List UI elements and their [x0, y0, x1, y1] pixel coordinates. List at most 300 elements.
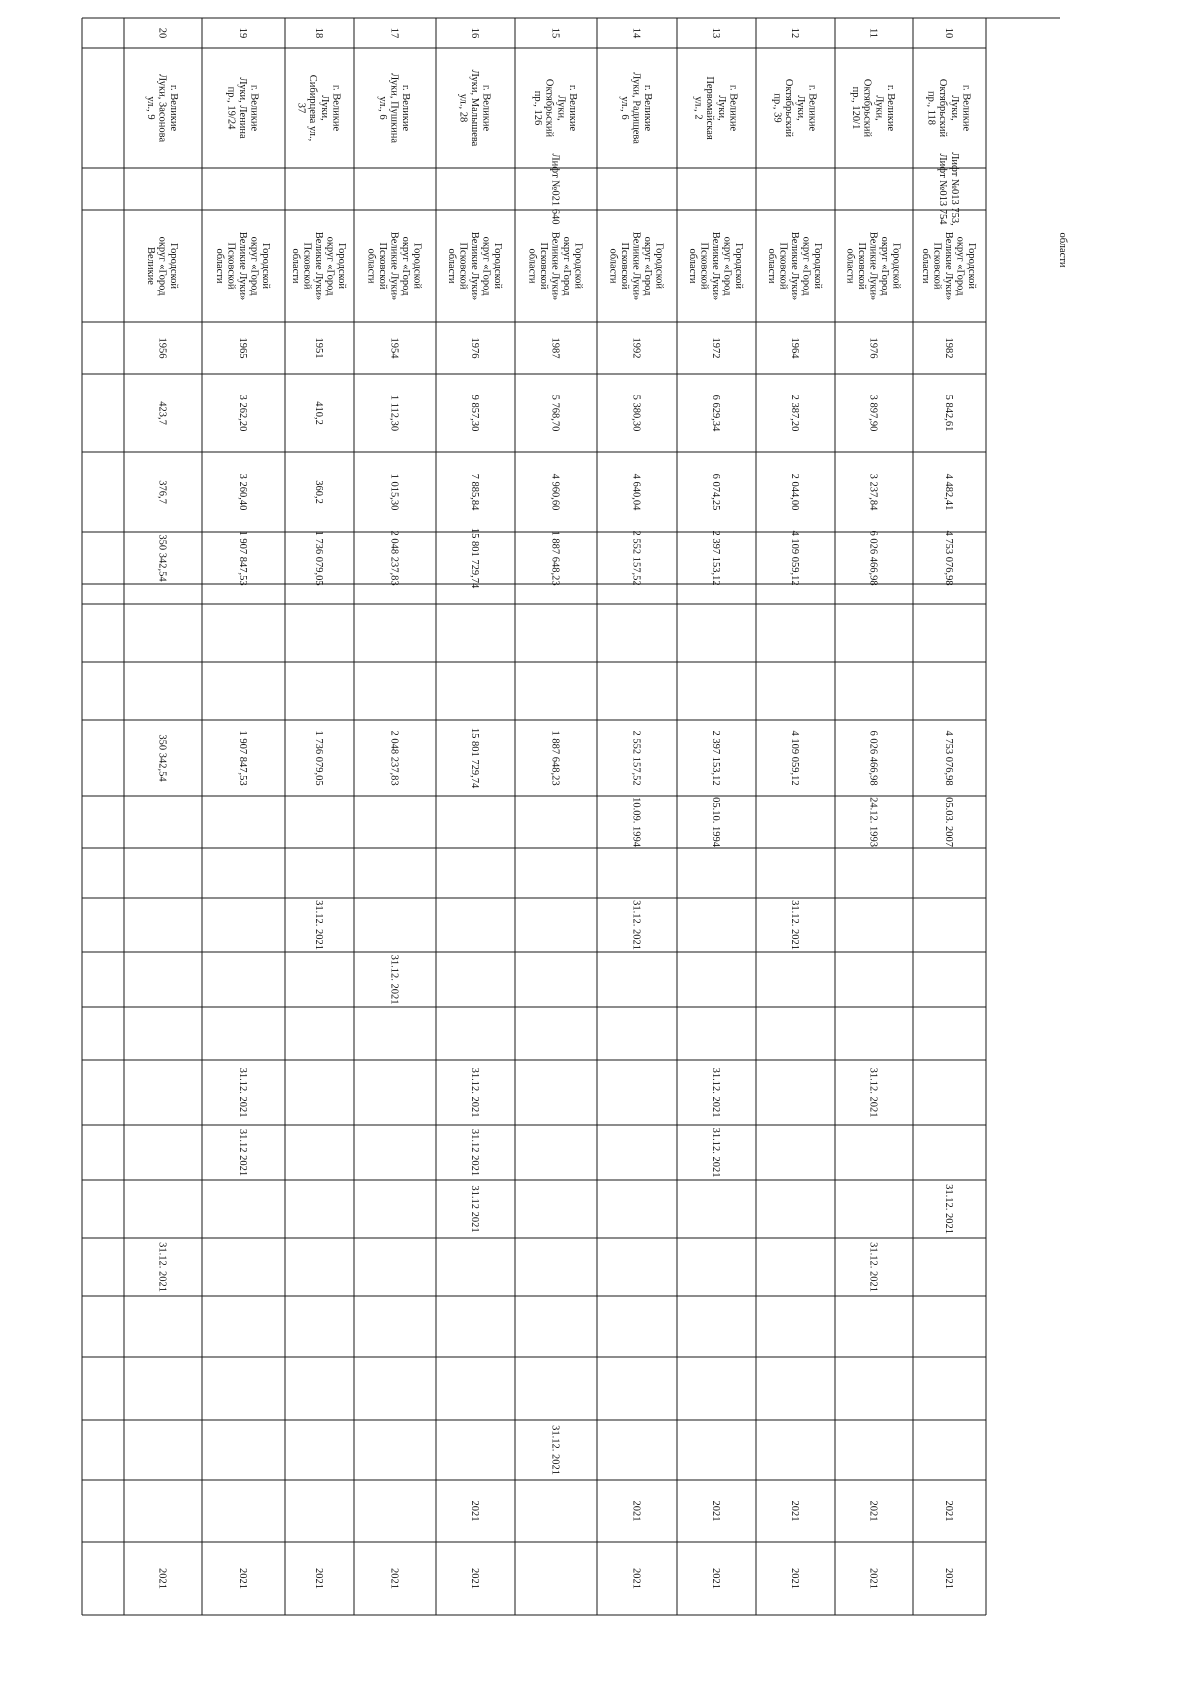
- row-10-area_total-text: [943, 395, 954, 432]
- row-18-cost-text: [313, 530, 324, 585]
- row-14-cost2-text: [631, 730, 642, 785]
- row-11-cost2-line-0: 6 026 466,98: [867, 730, 879, 786]
- row-11-owner: [845, 232, 902, 301]
- row-11-num-line-0: 11: [867, 27, 879, 39]
- row-18-cost-line-0: 1 736 079,05: [313, 530, 324, 586]
- row-18-year-line-0: 1951: [313, 337, 324, 359]
- row-18-d14-text: [313, 1568, 324, 1589]
- row-20-year: [157, 338, 168, 359]
- row-20-area_living: [157, 480, 168, 504]
- row-16-address-line-1: Луки, Малышева: [469, 69, 480, 147]
- row-11-d14-text: [868, 1568, 879, 1589]
- row-10-lift: [937, 152, 960, 226]
- row-20-owner-line-1: округ «Город: [156, 236, 168, 296]
- row-14-owner-line-0: Городской: [653, 242, 665, 290]
- row-15-d12: [550, 1425, 561, 1475]
- row-13-address-line-2: Первомайская: [704, 76, 716, 140]
- row-19-owner-line-1: округ «Город: [248, 236, 260, 296]
- row-13-year-line-0: 1972: [710, 337, 721, 359]
- row-16-cost-text: [469, 528, 480, 589]
- row-15-cost-line-0: 1 887 648,23: [549, 530, 561, 586]
- row-13-d14-line-0: 2021: [710, 1568, 721, 1589]
- row-11-area_total-line-0: 3 897,90: [867, 394, 879, 432]
- row-11-d13-text: [868, 1501, 879, 1522]
- row-10-d1-line-0: 05.03. 2007: [943, 797, 954, 847]
- row-17-cost2-line-0: 2 048 237,83: [388, 730, 400, 786]
- row-12-area_total-line-0: 2 387,20: [789, 394, 800, 432]
- row-17-cost-text: [389, 530, 400, 585]
- row-14-area_living-line-0: 4 640,04: [630, 473, 642, 511]
- row-16-owner-line-2: Великие Луки»: [469, 231, 480, 301]
- row-13-num: [710, 28, 721, 39]
- row-14-d3-line-0: 31.12. 2021: [630, 900, 642, 950]
- row-12-owner-line-4: области: [766, 248, 777, 284]
- row-13-d6: [710, 1068, 721, 1118]
- row-19-address-line-0: г. Великие: [248, 84, 260, 132]
- row-16-d13-line-0: 2021: [469, 1500, 480, 1522]
- row-13-d1-text: [710, 797, 721, 848]
- row-19-area_living-text: [237, 474, 248, 511]
- row-16-cost-line-0: 15 801 729,74: [469, 527, 480, 589]
- row-18-address-line-2: Сибирцева ул.,: [307, 74, 319, 142]
- row-13-address-text: [693, 76, 739, 140]
- row-12-num: [789, 28, 800, 39]
- row-10-area_total: [943, 395, 954, 432]
- row-10-owner: [920, 232, 977, 301]
- row-19-owner-line-3: Псковской: [225, 242, 237, 290]
- row-12-d13-line-0: 2021: [789, 1500, 800, 1522]
- row-13-num-text: [710, 28, 721, 39]
- row-12-address-line-0: г. Великие: [806, 84, 818, 132]
- row-13-area_total-text: [710, 395, 721, 433]
- row-13-address-line-3: ул., 2: [692, 96, 704, 120]
- row-11-d13: [868, 1501, 879, 1522]
- row-19-address: [226, 77, 260, 139]
- row-11-address-text: [850, 79, 896, 138]
- row-13-address-line-0: г. Великие: [727, 84, 739, 132]
- row-17-num-text: [389, 28, 400, 39]
- row-16-d14-line-0: 2021: [469, 1568, 480, 1589]
- row-16-d7: [469, 1129, 480, 1176]
- row-12-d13: [789, 1501, 800, 1522]
- row-19-cost2-line-0: 1 907 847,53: [237, 730, 248, 786]
- row-19-area_total-text: [237, 395, 248, 432]
- row-20-owner: [145, 237, 179, 296]
- row-10-lift-text: [937, 152, 960, 226]
- row-19-area_total-line-0: 3 262,20: [237, 394, 248, 432]
- row-11-d14: [868, 1568, 879, 1589]
- row-13-d6-line-0: 31.12. 2021: [710, 1067, 721, 1118]
- row-20-area_total-text: [157, 401, 168, 425]
- row-13-cost: [710, 530, 721, 585]
- row-11-address-line-0: г. Великие: [884, 84, 896, 132]
- row-17-area_living-text: [389, 474, 400, 511]
- row-18-address: [296, 75, 342, 142]
- row-10-address-line-3: пр., 118: [925, 90, 937, 126]
- row-12-owner-line-2: Великие Луки»: [789, 231, 800, 301]
- row-11-cost-line-0: 6 026 466,98: [867, 530, 879, 586]
- row-14-d1-line-0: 10.09. 1994: [630, 797, 642, 847]
- row-20-address-line-1: Луки, Засонова: [156, 73, 168, 143]
- row-20-area_living-line-0: 376,7: [156, 480, 168, 504]
- row-13-address-line-1: Луки,: [715, 95, 727, 121]
- row-14-d3: [631, 900, 642, 950]
- row-15-area_living-text: [550, 474, 561, 511]
- row-12-d14-line-0: 2021: [789, 1568, 800, 1589]
- row-19-cost-text: [237, 530, 248, 585]
- row-15-owner-line-2: Великие Луки»: [549, 231, 561, 301]
- row-15-lift-line-0: Лифт №021 640: [549, 153, 561, 225]
- row-15-cost-text: [550, 530, 561, 585]
- row-14-address-line-0: г. Великие: [642, 84, 653, 132]
- row-14-owner-line-4: области: [607, 248, 619, 284]
- row-11-num-text: [868, 28, 879, 38]
- row-10-cost2: [943, 730, 954, 785]
- row-13-owner-line-0: Городской: [733, 242, 744, 290]
- row-17-owner: [366, 232, 423, 301]
- row-16-num: [469, 28, 480, 39]
- row-17-owner-line-0: Городской: [411, 242, 423, 290]
- row-10-lift-line-0: Лифт №013 753,: [948, 152, 960, 226]
- row-13-d13: [710, 1501, 721, 1522]
- row-20-area_living-text: [157, 480, 168, 504]
- row-14-d13: [631, 1501, 642, 1522]
- row-10-cost-text: [943, 530, 954, 585]
- row-19-d14-line-0: 2021: [237, 1568, 248, 1589]
- row-11-d14-line-0: 2021: [867, 1568, 879, 1589]
- row-15-address-line-1: Луки,: [555, 95, 567, 121]
- row-17-cost-line-0: 2 048 237,83: [388, 530, 400, 586]
- row-20-cost-line-0: 350 342,54: [156, 534, 168, 582]
- row-10-owner-line-0: Городской: [966, 242, 977, 290]
- row-18-owner-line-2: Великие Луки»: [313, 231, 324, 301]
- row-12-area_living-line-0: 2 044,00: [789, 473, 800, 511]
- row-16-address-text: [458, 70, 492, 147]
- row-18-d3-line-0: 31.12. 2021: [313, 900, 324, 950]
- row-16-owner-line-0: Городской: [492, 242, 503, 290]
- row-12-owner: [766, 232, 823, 301]
- header-column: [1057, 232, 1068, 267]
- row-17-year: [389, 338, 400, 360]
- row-10-address-text: [926, 79, 972, 138]
- row-20-cost2-line-0: 350 342,54: [156, 734, 168, 782]
- row-17-area_total-line-0: 1 112,30: [388, 394, 400, 432]
- row-13-num-line-0: 13: [710, 27, 721, 39]
- row-18-num: [313, 28, 324, 39]
- row-16-d6: [469, 1068, 480, 1118]
- row-13-owner-line-4: области: [687, 248, 698, 284]
- row-12-address-line-2: Октябрьский: [783, 78, 795, 138]
- row-11-cost2-text: [868, 730, 879, 785]
- row-16-d7-text: [469, 1129, 480, 1176]
- row-18-cost: [313, 530, 324, 585]
- row-10-cost2-text: [943, 730, 954, 785]
- row-15-owner-line-0: Городской: [572, 242, 584, 290]
- row-19-area_living: [237, 474, 248, 511]
- row-12-address-line-3: пр., 39: [771, 93, 783, 123]
- row-16-owner-line-3: Псковской: [457, 242, 469, 290]
- row-10-cost-line-0: 4 753 076,98: [943, 530, 954, 586]
- row-19-d14-text: [237, 1568, 248, 1589]
- row-14-cost2: [631, 730, 642, 785]
- row-15-year: [550, 338, 561, 359]
- row-14-owner-line-2: Великие Луки»: [630, 231, 642, 301]
- row-16-area_living: [469, 474, 480, 512]
- row-16-year-text: [469, 338, 480, 359]
- row-19-num-line-0: 19: [237, 27, 248, 39]
- row-14-d14-text: [631, 1568, 642, 1589]
- row-17-address-line-0: г. Великие: [400, 84, 411, 132]
- row-19-owner-line-0: Городской: [260, 242, 271, 290]
- row-12-cost2-line-0: 4 109 059,12: [789, 730, 800, 786]
- row-13-d7-line-0: 31.12. 2021: [710, 1127, 721, 1178]
- row-11-d9-text: [868, 1242, 879, 1292]
- header-oblasti: области: [1057, 232, 1068, 268]
- row-17-d4-text: [389, 955, 400, 1005]
- row-15-year-line-0: 1987: [549, 337, 561, 359]
- row-10-d8: [943, 1184, 954, 1234]
- row-11-d1-text: [868, 797, 879, 847]
- row-17-area_living: [389, 474, 400, 511]
- row-13-owner: [687, 232, 744, 301]
- table-rows: [145, 28, 977, 1589]
- row-16-d13: [469, 1501, 480, 1522]
- row-17-year-text: [389, 338, 400, 360]
- row-18-area_living-line-0: 360,2: [313, 480, 324, 504]
- row-12-address-text: [772, 79, 818, 138]
- row-17-owner-line-3: Псковской: [377, 242, 388, 290]
- row-12-year-line-0: 1964: [789, 337, 800, 359]
- row-20-area_total-line-0: 423,7: [156, 401, 168, 425]
- row-20-owner-line-0: Городской: [168, 242, 179, 290]
- row-15-area_total: [550, 395, 561, 432]
- row-19-address-text: [226, 77, 260, 139]
- row-15-num-line-0: 15: [549, 27, 561, 39]
- row-12-owner-line-1: округ «Город: [800, 236, 812, 296]
- row-10-d1-text: [943, 797, 954, 847]
- row-11-area_living-text: [868, 474, 879, 512]
- row-11-owner-line-0: Городской: [890, 242, 902, 290]
- row-12-cost-text: [789, 530, 800, 585]
- row-12-cost-line-0: 4 109 059,12: [789, 530, 800, 586]
- row-10-address: [926, 79, 972, 138]
- row-10-area_living: [943, 474, 954, 511]
- row-14-owner-line-1: округ «Город: [642, 236, 653, 296]
- row-10-area_living-text: [943, 474, 954, 511]
- row-17-address-text: [377, 73, 411, 143]
- row-10-d1: [943, 797, 954, 847]
- row-18-d3: [313, 900, 324, 950]
- row-19-d14: [237, 1568, 248, 1589]
- row-15-d12-text: [550, 1425, 561, 1475]
- row-18-num-line-0: 18: [313, 27, 324, 39]
- row-15-address-line-2: Октябрьский: [543, 78, 555, 138]
- row-11-owner-line-2: Великие Луки»: [867, 231, 879, 301]
- row-14-owner-line-3: Псковской: [619, 242, 630, 290]
- row-15-cost2: [550, 730, 561, 785]
- row-16-area_living-line-0: 7 885,84: [469, 473, 480, 511]
- row-14-address-text: [619, 72, 653, 144]
- row-15-year-text: [550, 338, 561, 359]
- row-14-address-line-1: Луки, Радищева: [630, 72, 642, 144]
- row-18-address-line-0: г. Великие: [330, 84, 342, 132]
- row-16-d6-text: [469, 1068, 480, 1118]
- row-12-d3-text: [789, 900, 800, 950]
- row-13-d13-line-0: 2021: [710, 1500, 721, 1522]
- row-16-area_total: [469, 395, 480, 432]
- row-10-d14-text: [943, 1568, 954, 1589]
- row-14-d1-text: [631, 797, 642, 848]
- row-11-address-line-3: пр., 120/1: [850, 86, 862, 130]
- row-16-owner: [446, 232, 503, 301]
- row-19-cost2-text: [237, 730, 248, 785]
- row-20-num-text: [157, 28, 168, 39]
- row-17-d4: [389, 955, 400, 1005]
- row-13-year: [710, 338, 721, 359]
- row-16-address: [458, 70, 492, 147]
- row-20-year-line-0: 1956: [156, 337, 168, 359]
- row-18-area_living-text: [313, 480, 324, 504]
- row-13-address: [693, 76, 739, 140]
- row-15-num-text: [550, 28, 561, 39]
- row-16-year-line-0: 1976: [469, 337, 480, 359]
- row-14-d3-text: [631, 900, 642, 950]
- row-14-area_living: [631, 474, 642, 512]
- row-19-year: [237, 338, 248, 359]
- row-17-address-line-2: ул., 6: [377, 96, 388, 120]
- row-14-address: [619, 72, 653, 144]
- row-20-address-line-2: ул., 9: [145, 96, 156, 120]
- row-15-num: [550, 28, 561, 39]
- row-11-area_living-line-0: 3 237,84: [867, 473, 879, 511]
- row-18-address-line-3: 37: [295, 102, 307, 114]
- row-15-owner-line-1: округ «Город: [561, 236, 572, 296]
- row-19-cost2: [237, 730, 248, 785]
- row-13-d1: [710, 797, 721, 848]
- row-17-owner-text: [366, 232, 423, 301]
- row-16-d6-line-0: 31.12. 2021: [469, 1067, 480, 1118]
- row-13-area_living-text: [710, 474, 721, 511]
- row-14-area_living-text: [631, 474, 642, 512]
- row-19-owner-line-4: области: [214, 248, 225, 284]
- row-14-area_total-text: [631, 395, 642, 432]
- row-10-year-line-0: 1982: [943, 337, 954, 359]
- row-13-d7: [710, 1128, 721, 1178]
- row-16-d7-line-0: 31.12 2021: [469, 1128, 480, 1177]
- row-10-num-line-0: 10: [943, 27, 954, 39]
- row-13-cost2: [710, 730, 721, 785]
- row-12-owner-line-3: Псковской: [777, 242, 789, 290]
- row-10-cost2-line-0: 4 753 076,98: [943, 730, 954, 786]
- row-13-owner-line-2: Великие Луки»: [710, 231, 721, 301]
- row-13-d1-line-0: 05.10. 1994: [710, 797, 721, 847]
- row-12-num-line-0: 12: [789, 27, 800, 39]
- row-16-d14: [469, 1568, 480, 1589]
- row-12-year-text: [789, 338, 800, 360]
- row-12-area_total-text: [789, 395, 800, 432]
- row-18-cost2: [313, 730, 324, 785]
- row-15-address: [532, 79, 578, 138]
- row-14-d13-line-0: 2021: [630, 1500, 642, 1522]
- row-16-d8-text: [469, 1185, 480, 1232]
- row-18-address-line-1: Луки,: [318, 95, 330, 121]
- row-19-area_total: [237, 395, 248, 432]
- row-13-owner-text: [687, 232, 744, 301]
- row-19-address-line-2: пр., 19/24: [225, 86, 237, 130]
- row-16-num-text: [469, 28, 480, 39]
- row-17-address-line-1: Луки, Пушкина: [388, 73, 400, 143]
- row-12-cost2: [789, 730, 800, 785]
- row-19-area_living-line-0: 3 260,40: [237, 473, 248, 511]
- row-15-address-line-3: пр., 126: [532, 90, 544, 126]
- row-18-num-text: [313, 28, 324, 39]
- row-17-area_living-line-0: 1 015,30: [388, 473, 400, 511]
- row-12-d14: [789, 1568, 800, 1589]
- row-18-year-text: [313, 338, 324, 359]
- row-13-area_total-line-0: 6 629,34: [710, 394, 721, 432]
- row-15-owner-line-4: области: [526, 248, 538, 284]
- row-13-year-text: [710, 338, 721, 359]
- row-19-num-text: [237, 28, 248, 39]
- row-11-year: [868, 338, 879, 359]
- row-14-d14: [631, 1568, 642, 1589]
- row-10-owner-line-1: округ «Город: [954, 236, 966, 296]
- row-11-cost-text: [868, 530, 879, 585]
- row-18-cost2-line-0: 1 736 079,05: [313, 730, 324, 786]
- row-17-year-line-0: 1954: [388, 337, 400, 359]
- row-11-owner-line-1: округ «Город: [879, 236, 890, 296]
- row-20-d14-line-0: 2021: [156, 1568, 168, 1589]
- row-15-owner: [527, 232, 584, 301]
- row-16-num-line-0: 16: [469, 27, 480, 39]
- row-17-area_total-text: [389, 395, 400, 431]
- row-15-lift: [550, 154, 561, 225]
- row-10-address-line-0: г. Великие: [960, 84, 972, 132]
- row-16-cost2-line-0: 15 801 729,74: [469, 727, 480, 789]
- row-12-d14-text: [789, 1568, 800, 1589]
- row-17-d14: [389, 1568, 400, 1589]
- row-17-cost: [389, 530, 400, 585]
- row-19-cost: [237, 530, 248, 585]
- row-15-address-line-0: г. Великие: [566, 84, 578, 132]
- row-20-cost2: [157, 734, 168, 782]
- row-10-owner-text: [920, 232, 977, 301]
- row-10-year: [943, 338, 954, 359]
- row-18-owner: [290, 232, 347, 301]
- row-13-owner-line-1: округ «Город: [721, 236, 733, 296]
- row-20-owner-line-2: Великие: [145, 247, 156, 285]
- row-14-cost-text: [631, 530, 642, 585]
- row-17-cost2: [389, 730, 400, 785]
- row-11-d9: [868, 1242, 879, 1292]
- row-10-num-text: [943, 28, 954, 39]
- row-18-d3-text: [313, 900, 324, 950]
- row-16-cost2-text: [469, 728, 480, 789]
- row-16-owner-line-1: округ «Город: [480, 236, 492, 296]
- row-14-num: [631, 28, 642, 39]
- row-19-address-line-1: Луки, Ленина: [237, 77, 248, 139]
- row-11-area_total-text: [868, 395, 879, 432]
- row-12-num-text: [789, 28, 800, 39]
- row-17-num: [389, 28, 400, 39]
- row-12-area_living-text: [789, 474, 800, 511]
- row-17-d14-text: [389, 1568, 400, 1589]
- row-10-num: [943, 28, 954, 39]
- row-19-d7-line-0: 31.12 2021: [237, 1128, 248, 1177]
- row-17-area_total: [389, 395, 400, 431]
- row-11-owner-line-3: Псковской: [856, 242, 867, 290]
- row-11-d13-line-0: 2021: [867, 1500, 879, 1522]
